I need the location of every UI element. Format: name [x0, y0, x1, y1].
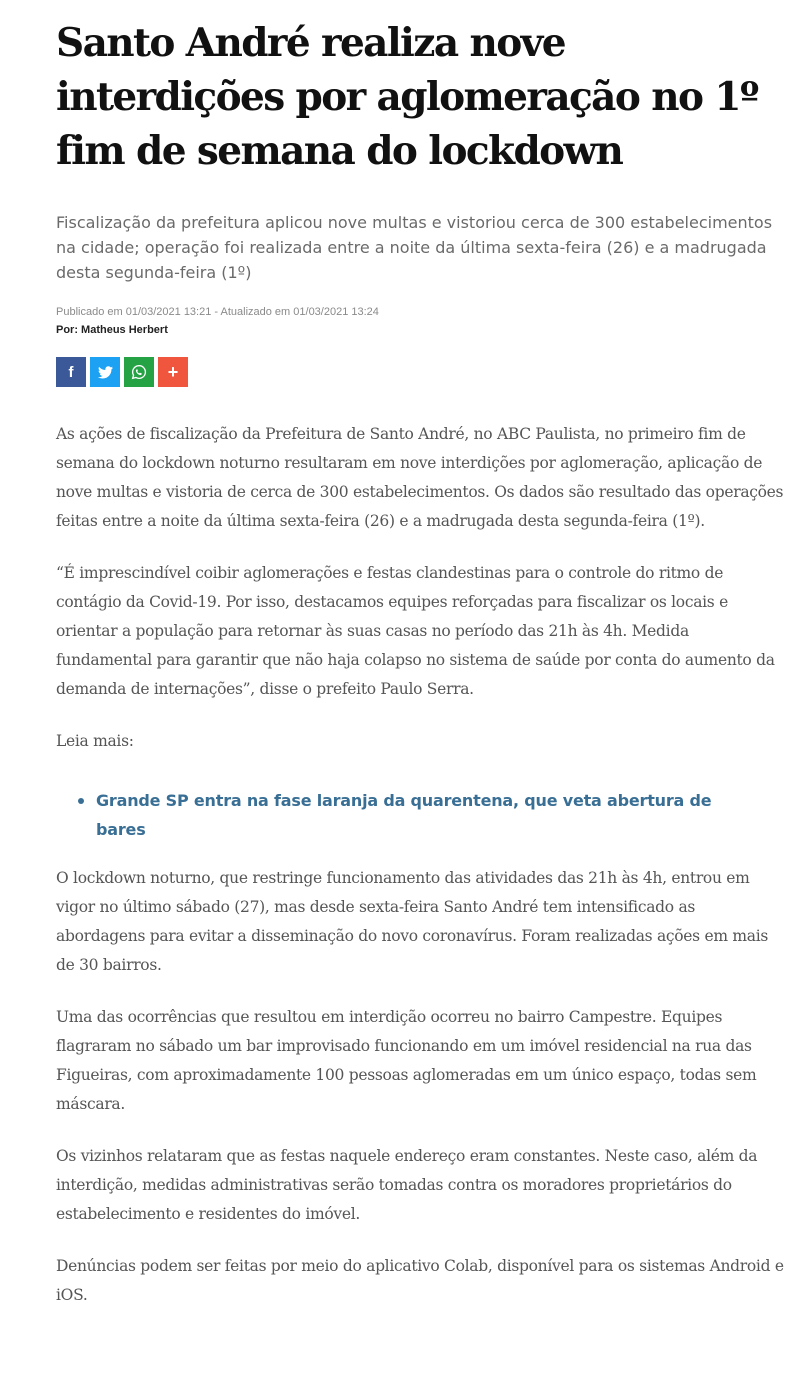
facebook-icon: f: [68, 363, 74, 381]
paragraph: Denúncias podem ser feitas por meio do aplicativo Colab, disponível para os sistemas Android e iOS.: [56, 1257, 784, 1304]
more-share-button[interactable]: [158, 357, 188, 387]
whatsapp-icon: [131, 364, 147, 380]
whatsapp-share-button[interactable]: [124, 357, 154, 387]
article-subtitle: Fiscalização da prefeitura aplicou nove multas e vistoriou cerca de 300 estabelecimentos na cidade; operação foi realizada entre a noite da última sexta-feira (26) e a madrugada desta segunda-feira (1º): [56, 213, 773, 282]
paragraph: As ações de fiscalização da Prefeitura de Santo André, no ABC Paulista, no primeiro fim de semana do lockdown noturno resultaram em nove interdições por aglomeração, aplicação de nove multas e vistoria de cerca de 300 estabelecimentos. Os dados são resultado das operações feitas entre a noite da última sexta-feira (26) e a madrugada desta segunda-feira (1º).: [56, 425, 784, 530]
paragraph: Uma das ocorrências que resultou em interdição ocorreu no bairro Campestre. Equipes flagraram no sábado um bar improvisado funcionando em um imóvel residencial na rua das Figueiras, com aproximadamente 100 pessoas aglomeradas em um único espaço, todas sem máscara.: [56, 1008, 757, 1113]
plus-icon: +: [167, 361, 179, 382]
author-byline: Por: Matheus Herbert: [56, 324, 168, 336]
paragraph: O lockdown noturno, que restringe funcionamento das atividades das 21h às 4h, entrou em vigor no último sábado (27), mas desde sexta-feira Santo André tem intensificado as abordagens para evitar a disseminação do novo coronavírus. Foram realizadas ações em mais de 30 bairros.: [56, 869, 769, 974]
read-more-label: Leia mais:: [56, 732, 134, 750]
paragraph: “É imprescindível coibir aglomerações e festas clandestinas para o controle do ritmo de contágio da Covid-19. Por isso, destacamos equipes reforçadas para fiscalizar os locais e orientar a população para retornar às suas casas no período das 21h às 4h. Medida fundamental para garantir que não haja colapso no sistema de saúde por conta do aumento da demanda de internações”, disse o prefeito Paulo Serra.: [56, 564, 775, 698]
publish-meta: Publicado em 01/03/2021 13:21 - Atualizado em 01/03/2021 13:24: [56, 306, 379, 318]
article-headline: Santo André realiza nove interdições por aglomeração no 1º fim de semana do lockdown: [56, 20, 758, 174]
article-body: [56, 420, 786, 1310]
list-item: [96, 786, 746, 844]
related-links-list: [56, 786, 786, 844]
paragraph: Os vizinhos relataram que as festas naquele endereço eram constantes. Neste caso, além da interdição, medidas administrativas serão tomadas contra os moradores proprietários do estabelecimento e residentes do imóvel.: [56, 1147, 758, 1223]
related-article-link[interactable]: Grande SP entra na fase laranja da quarentena, que veta abertura de bares: [96, 791, 712, 839]
facebook-share-button[interactable]: [56, 357, 86, 387]
article: [56, 0, 786, 1333]
bullet-icon: [78, 798, 84, 804]
twitter-icon: [98, 366, 113, 379]
share-bar: [56, 357, 786, 387]
twitter-share-button[interactable]: [90, 357, 120, 387]
